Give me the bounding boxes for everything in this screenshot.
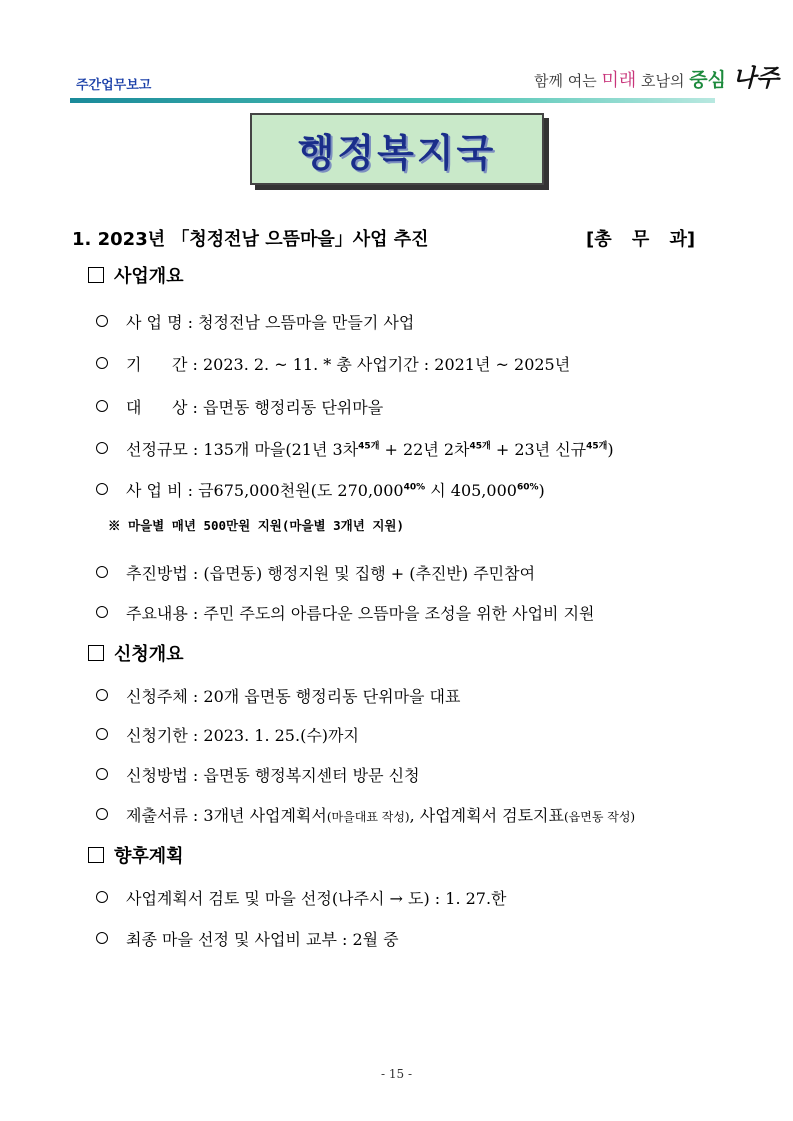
- subsection-heading: 신청개요: [114, 644, 184, 665]
- page-title-box: [250, 113, 544, 185]
- slogan-part: 미래: [601, 70, 637, 91]
- list-item: 주요내용 : 주민 주도의 아름다운 으뜸마을 조성을 위한 사업비 지원: [96, 601, 594, 624]
- circle-bullet-icon: [96, 689, 108, 701]
- header-rule: [70, 98, 715, 103]
- square-bullet-icon: [88, 847, 104, 863]
- subsection-heading: 사업개요: [114, 266, 184, 287]
- circle-bullet-icon: [96, 483, 108, 495]
- section-heading: 1. 2023년 「청정전남 으뜸마을」사업 추진: [72, 229, 429, 250]
- department-label: [총 무 과]: [586, 229, 696, 250]
- subsection-application: [88, 640, 184, 666]
- circle-bullet-icon: [96, 442, 108, 454]
- circle-bullet-icon: [96, 400, 108, 412]
- circle-bullet-icon: [96, 566, 108, 578]
- list-item: 신청주체 : 20개 읍면동 행정리동 단위마을 대표: [96, 684, 460, 707]
- slogan-part: 함께 여는: [534, 72, 602, 90]
- list-item: 신청기한 : 2023. 1. 25.(수)까지: [96, 723, 359, 746]
- slogan-part: 호남의: [636, 72, 690, 90]
- slogan-city-name: 나주: [732, 63, 779, 92]
- slogan-part: 중심: [689, 69, 733, 91]
- circle-bullet-icon: [96, 932, 108, 944]
- page-title: 행정복지국: [297, 130, 497, 175]
- circle-bullet-icon: [96, 357, 108, 369]
- list-item: 사 업 비 : 금675,000천원(도 $270,000^{40\%}$ 시 $405,000^{60\%}$): [96, 478, 545, 501]
- subsection-heading: 향후계획: [114, 846, 184, 867]
- city-slogan-logo: [534, 58, 779, 93]
- square-bullet-icon: [88, 645, 104, 661]
- circle-bullet-icon: [96, 891, 108, 903]
- list-item: 선정규모 : 135개 마을(21년 3차$^{45개}$ + 22년 2차$^{45개}$ + 23년 신규$^{45개}$): [96, 437, 614, 460]
- list-item: 대 상 : 읍면동 행정리동 단위마을: [96, 395, 383, 418]
- list-item: 신청방법 : 읍면동 행정복지센터 방문 신청: [96, 763, 420, 786]
- circle-bullet-icon: [96, 606, 108, 618]
- subsection-overview: [88, 262, 184, 288]
- budget-note: ※ 마을별 매년 500만원 지원(마을별 3개년 지원): [108, 518, 405, 533]
- list-item: 제출서류 : 3개년 사업계획서(마을대표 작성), 사업계획서 검토지표(읍면동 작성): [96, 803, 635, 826]
- circle-bullet-icon: [96, 808, 108, 820]
- subsection-plan: [88, 842, 184, 868]
- circle-bullet-icon: [96, 728, 108, 740]
- list-item: 사 업 명 : 청정전남 으뜸마을 만들기 사업: [96, 310, 414, 333]
- page-number: - 15 -: [380, 1067, 412, 1081]
- report-label: 주간업무보고: [76, 78, 152, 93]
- list-item: 최종 마을 선정 및 사업비 교부 : 2월 중: [96, 927, 399, 950]
- list-item: 기 간 : 2023. 2. ~ 11. * 총 사업기간 : 2021년 ~ 2025년: [96, 352, 570, 375]
- circle-bullet-icon: [96, 768, 108, 780]
- circle-bullet-icon: [96, 315, 108, 327]
- list-item: 사업계획서 검토 및 마을 선정(나주시 → 도) : 1. 27.한: [96, 886, 507, 909]
- list-item: 추진방법 : (읍면동) 행정지원 및 집행 + (추진반) 주민참여: [96, 561, 535, 584]
- square-bullet-icon: [88, 267, 104, 283]
